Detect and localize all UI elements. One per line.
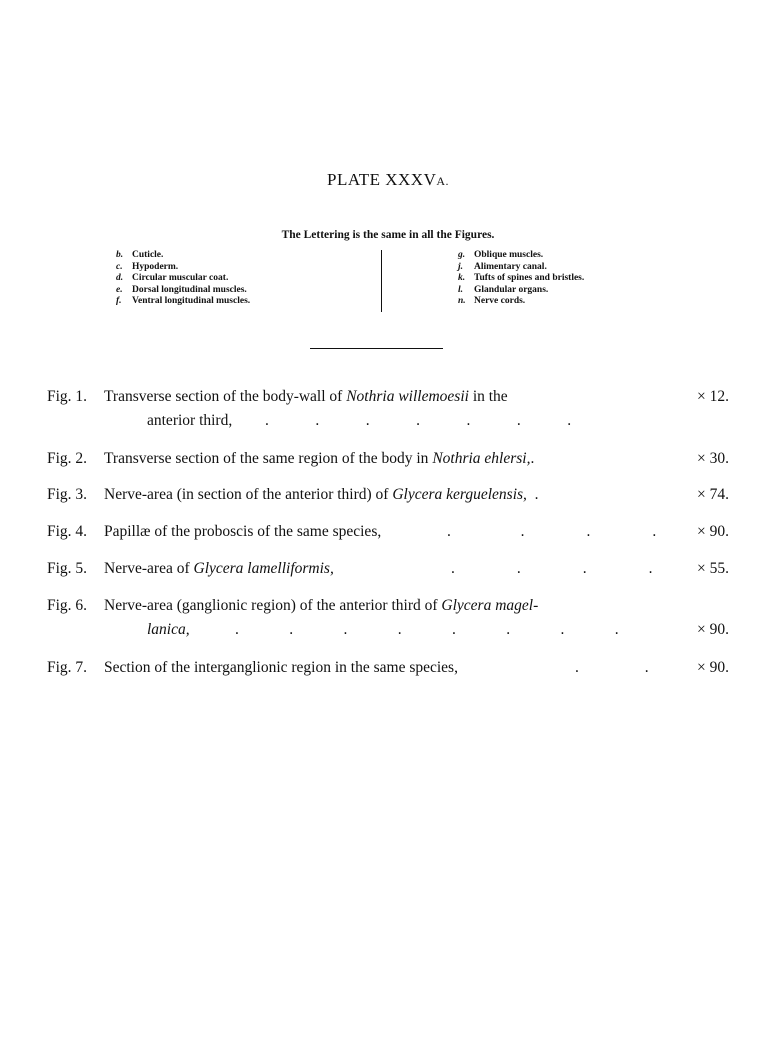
leader-dots: . . . . — [447, 523, 657, 540]
figure-label: Fig. 2. — [47, 450, 88, 467]
leader-dots: . . — [575, 659, 649, 676]
legend-right — [458, 250, 584, 308]
caption-species: Glycera magel- — [441, 597, 539, 614]
magnification: × 30. — [697, 450, 729, 467]
legend-text: Oblique muscles. — [474, 250, 544, 260]
legend-key: e. — [116, 284, 123, 295]
legend-item — [458, 296, 584, 308]
legend-item — [116, 250, 250, 262]
legend-key: c. — [116, 261, 123, 272]
legend-left — [116, 250, 250, 308]
legend-item — [458, 262, 584, 274]
caption-continuation: anterior third, — [147, 412, 233, 429]
leader-dots: . . . . — [451, 560, 653, 577]
legend-item — [116, 262, 250, 274]
legend-text: Alimentary canal. — [474, 261, 547, 272]
legend-key: d. — [116, 273, 124, 284]
caption-text: Nerve-area (in section of the anterior third) of — [104, 486, 393, 503]
legend-key: j. — [458, 261, 464, 272]
legend-text: Tufts of spines and bristles. — [474, 273, 585, 284]
figure-label: Fig. 3. — [47, 486, 88, 503]
leader-dots: . . . . . . . . — [235, 621, 619, 638]
section-rule — [310, 348, 443, 349]
legend-text: Circular muscular coat. — [132, 273, 229, 284]
legend-item — [116, 296, 250, 308]
magnification: × 55. — [697, 560, 729, 577]
figure-label: Fig. 1. — [47, 388, 88, 405]
caption-text: Transverse section of the body-wall of — [104, 388, 347, 405]
caption-species: Nothria willemoesii — [346, 388, 469, 405]
magnification: × 90. — [697, 659, 729, 676]
figure-caption — [104, 594, 664, 618]
legend-text: Glandular organs. — [474, 284, 549, 295]
caption-text: Nerve-area (ganglionic region) of the anterior third of — [104, 597, 442, 614]
figure-label: Fig. 7. — [47, 659, 88, 676]
caption-continuation: lanica, — [147, 621, 190, 638]
legend-item — [458, 285, 584, 297]
legend-divider — [381, 250, 382, 312]
legend-text: Ventral longitudinal muscles. — [132, 296, 251, 307]
legend-item — [458, 273, 584, 285]
magnification: × 90. — [697, 621, 729, 638]
figure-caption — [104, 483, 664, 507]
legend-key: g. — [458, 250, 466, 260]
plate-title-suffix: A. — [436, 174, 450, 188]
legend-key: l. — [458, 284, 464, 295]
figure-caption — [104, 447, 664, 471]
magnification: × 90. — [697, 523, 729, 540]
plate-title — [0, 170, 776, 190]
caption-species: Glycera kerguelensis, — [392, 486, 527, 503]
caption-species: Nothria ehlersi, — [432, 450, 531, 467]
magnification: × 74. — [697, 486, 729, 503]
legend-key: f. — [116, 296, 122, 307]
legend-text: Dorsal longitudinal muscles. — [132, 284, 247, 295]
lettering-heading: The Lettering is the same in all the Figures. — [281, 229, 495, 241]
figure-label: Fig. 4. — [47, 523, 88, 540]
caption-text: Transverse section of the same region of the body in — [104, 450, 433, 467]
legend-text: Hypoderm. — [132, 261, 179, 272]
leader-dots: . — [530, 450, 535, 467]
legend-item — [116, 273, 250, 285]
legend-key: n. — [458, 296, 466, 307]
caption-text: Papillæ of the proboscis of the same species, — [104, 523, 382, 540]
caption-text-after: in the — [468, 388, 508, 405]
magnification: × 12. — [697, 388, 729, 405]
plate-title-main: PLATE XXXV — [326, 170, 437, 189]
figure-label: Fig. 6. — [47, 597, 88, 614]
caption-text: Section of the interganglionic region in the same species, — [104, 659, 458, 676]
legend-text: Cuticle. — [132, 250, 164, 260]
leader-dots: . — [526, 486, 539, 503]
caption-species: Glycera lamelliformis, — [193, 560, 334, 577]
legend-item — [458, 250, 584, 262]
figure-caption — [104, 385, 664, 409]
caption-text: Nerve-area of — [104, 560, 194, 577]
legend-text: Nerve cords. — [474, 296, 526, 307]
legend-key: b. — [116, 250, 124, 260]
leader-dots: . . . . . . . — [265, 412, 572, 429]
legend-item — [116, 285, 250, 297]
figure-label: Fig. 5. — [47, 560, 88, 577]
legend-key: k. — [458, 273, 466, 284]
